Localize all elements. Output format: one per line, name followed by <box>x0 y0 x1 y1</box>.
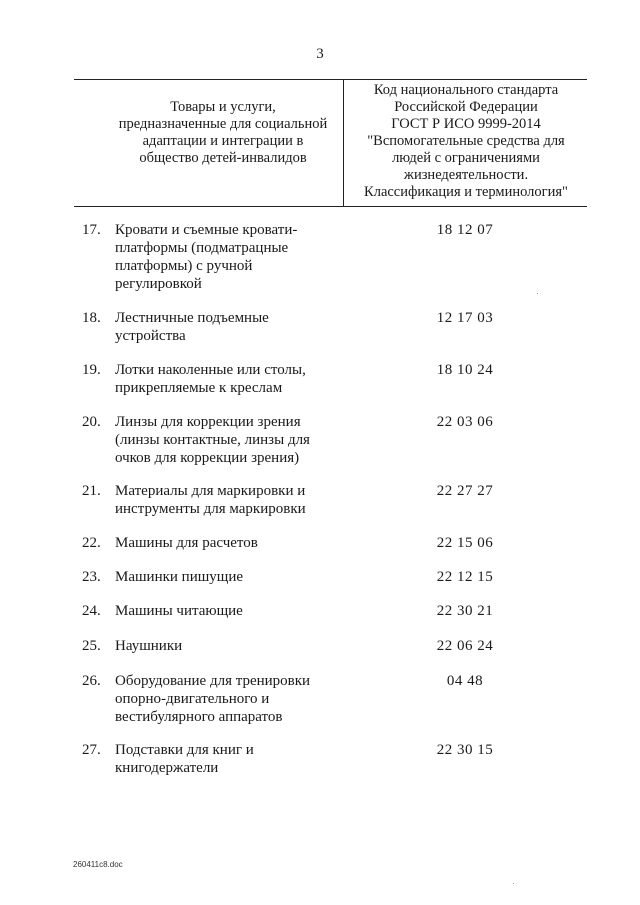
row-item-name-line: платформы) с ручной <box>115 258 253 274</box>
row-item-name <box>115 482 335 518</box>
row-item-name <box>115 741 335 777</box>
row-number: 26. <box>82 673 101 689</box>
row-number: 17. <box>82 222 101 238</box>
column-header-code-line: жизнедеятельности. <box>403 167 529 183</box>
column-header-code-line: "Вспомогательные средства для <box>367 133 565 149</box>
table-header-bottom-rule <box>74 206 587 207</box>
row-number: 19. <box>82 362 101 378</box>
column-header-goods-line: предназначенные для социальной <box>118 116 328 132</box>
page-number: 3 <box>316 46 324 62</box>
row-code: 22 27 27 <box>436 483 494 499</box>
row-number: 20. <box>82 414 101 430</box>
row-code: 22 30 15 <box>436 742 494 758</box>
row-item-name-line: Машины для расчетов <box>115 535 258 551</box>
row-code: 22 03 06 <box>436 414 494 430</box>
row-item-name-line: Оборудование для тренировки <box>115 673 311 689</box>
row-item-name <box>115 361 335 397</box>
row-item-name-line: Машины читающие <box>115 603 243 619</box>
row-item-name-line: (линзы контактные, линзы для <box>115 432 310 448</box>
column-header-goods-line: адаптации и интеграции в <box>142 133 304 149</box>
column-header-code-line: ГОСТ Р ИСО 9999-2014 <box>391 116 541 132</box>
row-item-name <box>115 672 335 726</box>
column-header-standard-code <box>346 82 586 201</box>
row-item-name <box>115 413 335 467</box>
row-item-name-line: опорно-двигательного и <box>115 691 270 707</box>
row-item-name-line: Кровати и съемные кровати- <box>115 222 298 238</box>
row-item-name <box>115 534 335 552</box>
row-item-name-line: вестибулярного аппаратов <box>115 709 283 725</box>
row-item-name <box>115 221 335 293</box>
row-number: 24. <box>82 603 101 619</box>
row-item-name <box>115 637 335 655</box>
row-number: 22. <box>82 535 101 551</box>
row-item-name <box>115 568 335 586</box>
row-item-name-line: регулировкой <box>115 276 202 292</box>
row-item-name-line: Лотки наколенные или столы, <box>115 362 306 378</box>
row-code: 18 12 07 <box>436 222 494 238</box>
scan-speck <box>537 293 538 294</box>
scan-speck <box>513 883 514 884</box>
row-item-name-line: очков для коррекции зрения) <box>115 450 300 466</box>
table-column-divider <box>343 79 344 206</box>
row-item-name-line: Лестничные подъемные <box>115 310 269 326</box>
row-item-name-line: Линзы для коррекции зрения <box>115 414 301 430</box>
row-item-name-line: книгодержатели <box>115 760 219 776</box>
row-number: 25. <box>82 638 101 654</box>
column-header-code-line: Код национального стандарта <box>373 82 559 98</box>
row-item-name-line: платформы (подматрацные <box>115 240 289 256</box>
row-code: 22 06 24 <box>436 638 494 654</box>
row-item-name-line: прикрепляемые к креслам <box>115 380 283 396</box>
row-item-name-line: Материалы для маркировки и <box>115 483 306 499</box>
row-item-name-line: устройства <box>115 328 186 344</box>
row-code: 12 17 03 <box>436 310 494 326</box>
table-top-rule <box>74 79 587 80</box>
row-item-name-line: инструменты для маркировки <box>115 501 306 517</box>
row-item-name <box>115 602 335 620</box>
row-item-name-line: Машинки пишущие <box>115 569 244 585</box>
row-number: 27. <box>82 742 101 758</box>
row-item-name-line: Подставки для книг и <box>115 742 254 758</box>
row-code: 22 30 21 <box>436 603 494 619</box>
row-code: 04 48 <box>446 673 484 689</box>
row-number: 21. <box>82 483 101 499</box>
row-number: 23. <box>82 569 101 585</box>
column-header-code-line: Российской Федерации <box>394 99 538 115</box>
row-code: 18 10 24 <box>436 362 494 378</box>
column-header-code-line: Классификация и терминология" <box>364 184 568 200</box>
row-item-name-line: Наушники <box>115 638 183 654</box>
row-code: 22 15 06 <box>436 535 494 551</box>
footer-filename: 260411c8.doc <box>73 860 123 869</box>
row-code: 22 12 15 <box>436 569 494 585</box>
column-header-goods-line: Товары и услуги, <box>170 99 276 115</box>
row-item-name <box>115 309 335 345</box>
column-header-goods-line: общество детей-инвалидов <box>139 150 307 166</box>
row-number: 18. <box>82 310 101 326</box>
column-header-code-line: людей с ограничениями <box>392 150 540 166</box>
column-header-goods <box>108 99 338 167</box>
